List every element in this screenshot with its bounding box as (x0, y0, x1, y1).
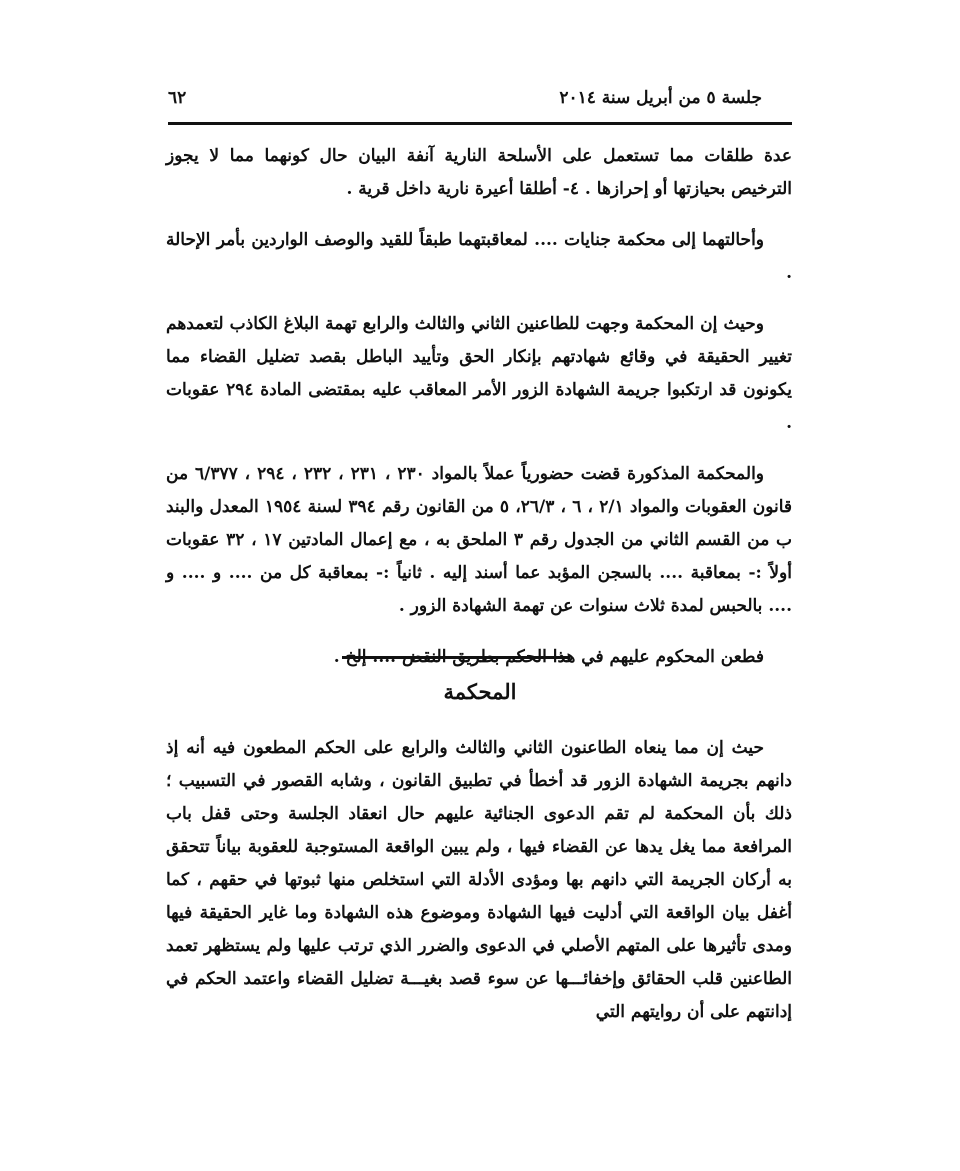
paragraph: وحيث إن المحكمة وجهت للطاعنين الثاني والثالث والرابع تهمة البلاغ الكاذب لتعمدهم تغيير الحقيقة في وقائع شهادتهم بإنكار الحق وتأييد الباطل بقصد تضليل القضاء مما يكونون قد ارتكبوا جريمة الشهادة الزور الأمر المعاقب عليه بمقتضى المادة ٢٩٤ عقوبات . (166, 314, 793, 433)
body-text (166, 140, 792, 692)
paragraph: فطعن المحكوم عليهم في هذا الحكم بطريق النقض .... إلخ . (333, 647, 764, 667)
section-heading: المحكمة (443, 679, 517, 704)
paragraph: والمحكمة المذكورة قضت حضورياً عملاً بالمواد ٢٣٠ ، ٢٣١ ، ٢٣٢ ، ٢٩٤ ، ٦/٣٧٧ من قانون العقوبات والمواد ٢/١ ، ٦ ، ٢٦/٣، ٥ من القانون رقم ٣٩٤ لسنة ١٩٥٤ المعدل والبند ب من القسم الثاني من الجدول رقم ٣ الملحق به ، مع إعمال المادتين ١٧ ، ٣٢ عقوبات أولاً :- بمعاقبة .... بالسجن المؤبد عما أسند إليه . ثانياً :- بمعاقبة كل من .... و .... و .... بالحبس لمدة ثلاث سنوات عن تهمة الشهادة الزور . (166, 464, 793, 616)
paragraph: وأحالتهما إلى محكمة جنايات .... لمعاقبتهما طبقاً للقيد والوصف الواردين بأمر الإحالة . (166, 230, 792, 283)
court-reasoning-text (166, 732, 792, 1029)
header-rule (168, 122, 792, 125)
page-number: ٦٢ (168, 88, 187, 108)
paragraph: عدة طلقات مما تستعمل على الأسلحة النارية آنفة البيان حال كونهما مما لا يجوز الترخيص بحيازتها أو إحرازها . ٤- أطلقا أعيرة نارية داخل قرية . (166, 146, 792, 199)
page-header (168, 84, 792, 112)
session-title: جلسة ٥ من أبريل سنة ٢٠١٤ (559, 88, 762, 108)
paragraph: حيث إن مما ينعاه الطاعنون الثاني والثالث والرابع على الحكم المطعون فيه أنه إذ دانهم بجريمة الشهادة الزور قد أخطأ في تطبيق القانون ، وشابه القصور في التسبيب ؛ ذلك بأن المحكمة لم تقم الدعوى الجنائية عليهم حال انعقاد الجلسة وحتى قفل باب المرافعة مما يغل يدها عن القضاء فيها ، ولم يبين الواقعة المستوجبة للعقوبة بياناً تتحقق به أركان الجريمة التي دانهم بها ومؤدى الأدلة التي استخلص منها ثبوتها في حقهم ، كما أغفل بيان الواقعة التي أدليت فيها الشهادة وموضوع هذه الشهادة وما غاير الحقيقة فيها ومدى تأثيرها على المتهم الأصلي في الدعوى والضرر الذي ترتب عليها ولم يستظهر تعمد الطاعنين قلب الحقائق وإخفائـــها عن سوء قصد بغيـــة تضليل القضاء واعتمد الحكم في إدانتهم على أن روايتهم التي (166, 738, 792, 1022)
section-divider (342, 656, 570, 659)
